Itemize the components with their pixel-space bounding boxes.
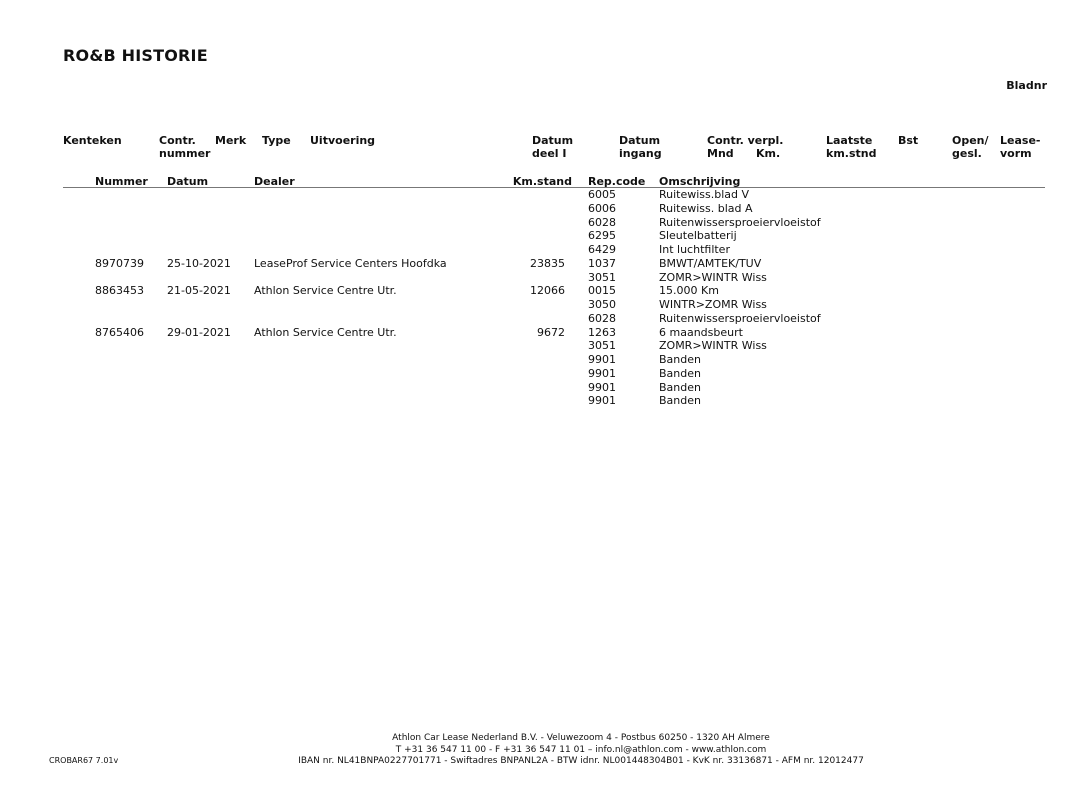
cell-omschrijving: ZOMR>WINTR Wiss (659, 270, 767, 284)
cell-omschrijving: Banden (659, 380, 701, 394)
cell-dealer: Athlon Service Centre Utr. (254, 325, 397, 339)
cell-repcode: 3051 (588, 339, 616, 353)
cell-kmstand: 12066 (530, 284, 565, 298)
cell-repcode: 9901 (588, 394, 616, 408)
footer-contact: T +31 36 547 11 00 - F +31 36 547 11 01 – info.nl@athlon.com - www.athlon.com (395, 744, 767, 755)
cell-datum: 25-10-2021 (167, 256, 231, 270)
cell-omschrijving: Banden (659, 394, 701, 408)
cell-nummer: 8765406 (95, 325, 144, 339)
cell-nummer: 8970739 (95, 256, 144, 270)
col-kmstand: Km.stand (512, 175, 572, 188)
bladnr-label: Bladnr (1006, 79, 1047, 92)
col-lease-vorm: Lease- vorm (1000, 134, 1041, 160)
cell-repcode: 6028 (588, 311, 616, 325)
cell-repcode: 6005 (588, 188, 616, 201)
col-datum: Datum (167, 175, 209, 188)
cell-omschrijving: Ruitewiss.blad V (659, 188, 750, 201)
cell-repcode: 9901 (588, 380, 616, 394)
cell-repcode: 6429 (588, 243, 616, 256)
cell-kmstand: 9672 (537, 325, 565, 339)
cell-omschrijving: WINTR>ZOMR Wiss (659, 298, 767, 311)
cell-repcode: 3050 (588, 298, 616, 311)
col-km: Km. (756, 147, 781, 160)
cell-omschrijving: 15.000 Km (659, 284, 719, 298)
form-code: CROBAR67 7.01v (49, 756, 119, 765)
cell-omschrijving: ZOMR>WINTR Wiss (659, 339, 767, 353)
col-nummer: Nummer (95, 175, 148, 188)
cell-omschrijving: 6 maandsbeurt (659, 325, 743, 339)
cell-repcode: 6006 (588, 201, 616, 215)
cell-omschrijving: Banden (659, 366, 701, 380)
page-title: RO&B HISTORIE (63, 46, 208, 65)
col-kenteken: Kenteken (63, 134, 122, 147)
col-uitvoering: Uitvoering (310, 134, 376, 147)
cell-repcode: 9901 (588, 353, 616, 366)
col-laatste-kmstnd: Laatste km.stnd (826, 134, 877, 160)
cell-repcode: 3051 (588, 270, 616, 284)
cell-repcode: 6295 (588, 229, 616, 243)
cell-omschrijving: Banden (659, 353, 701, 366)
col-omschrijving: Omschrijving (659, 175, 741, 188)
col-bst: Bst (898, 134, 919, 147)
col-dealer: Dealer (254, 175, 295, 188)
cell-omschrijving: Ruitenwissersproeiervloeistof (659, 311, 821, 325)
company-footer (280, 733, 882, 768)
cell-omschrijving: Sleutelbatterij (659, 229, 737, 243)
header-divider (63, 187, 1045, 188)
cell-dealer: LeaseProf Service Centers Hoofdka (254, 256, 447, 270)
cell-omschrijving: Int luchtfilter (659, 243, 730, 256)
col-datum-deel1: Datum deel I (532, 134, 574, 160)
cell-kmstand: 23835 (530, 256, 565, 270)
col-mnd: Mnd (707, 147, 734, 160)
col-open-gesl: Open/ gesl. (952, 134, 989, 160)
col-contr-verpl: Contr. verpl. (707, 134, 784, 147)
cell-nummer: 8863453 (95, 284, 144, 298)
col-contr-nummer: Contr. nummer (159, 134, 211, 160)
cell-omschrijving: BMWT/AMTEK/TUV (659, 256, 762, 270)
cell-datum: 21-05-2021 (167, 284, 231, 298)
col-merk: Merk (215, 134, 247, 147)
cell-omschrijving: Ruitenwissersproeiervloeistof (659, 215, 821, 229)
col-datum-ingang: Datum ingang (619, 134, 662, 160)
cell-datum: 29-01-2021 (167, 325, 231, 339)
col-type: Type (262, 134, 291, 147)
cell-repcode: 1037 (588, 256, 616, 270)
footer-registration: IBAN nr. NL41BNPA0227701771 - Swiftadres BNPANL2A - BTW idnr. NL001448304B01 - KvK nr. 33136871 - AFM nr. 12012477 (298, 756, 864, 766)
col-repcode: Rep.code (588, 175, 646, 188)
cell-dealer: Athlon Service Centre Utr. (254, 284, 397, 298)
cell-repcode: 9901 (588, 366, 616, 380)
cell-repcode: 6028 (588, 215, 616, 229)
footer-address: Athlon Car Lease Nederland B.V. - Veluwezoom 4 - Postbus 60250 - 1320 AH Almere (392, 733, 770, 743)
cell-omschrijving: Ruitewiss. blad A (659, 201, 753, 215)
cell-repcode: 1263 (588, 325, 616, 339)
cell-repcode: 0015 (588, 284, 616, 298)
